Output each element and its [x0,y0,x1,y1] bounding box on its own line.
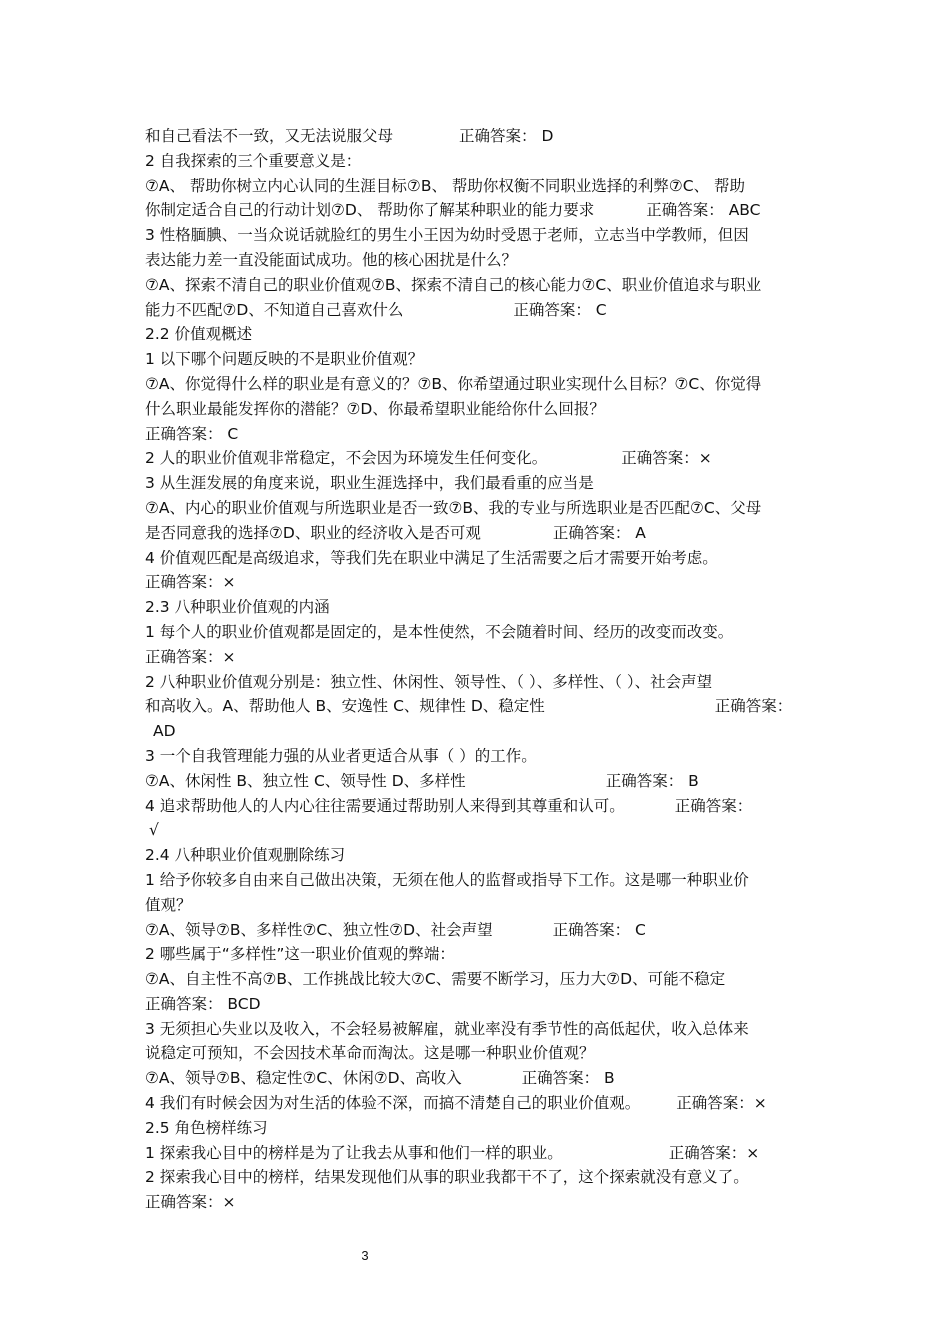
question-title: 2 哪些属于“多样性”这一职业价值观的弊端： [145,945,455,964]
options-line: ⑦A、你觉得什么样的职业是有意义的？⑦B、你希望通过职业实现什么目标？⑦C、你觉得 [145,374,762,393]
options-line: ⑦A、休闲性 B、独立性 C、领导性 D、多样性 正确答案： B [145,771,699,790]
question-title: 3 一个自我管理能力强的从业者更适合从事（ ）的工作。 [145,746,537,765]
answer-text: 正确答案： [674,796,753,815]
question-title: 2 探索我心目中的榜样，结果发现他们从事的职业我都干不了，这个探索就没有意义了。 [145,1168,749,1187]
answer-text: 正确答案： C [145,424,239,443]
answer-text: 正确答案： C [513,300,607,319]
answer-text: 正确答案：× [145,573,236,592]
answer-text: 正确答案： BCD [145,994,261,1013]
answer-text: 正确答案： [714,697,793,716]
answer-line [145,719,810,744]
answer-text: 正确答案：× [145,1193,236,1212]
options-line: 什么职业最能发挥你的潜能？⑦D、你最希望职业能给你什么回报？ [145,399,605,418]
answer-text: 正确答案：× [668,1143,760,1162]
question-title: 1 给予你较多自由来自己做出决策，无须在他人的监督或指导下工作。这是哪一种职业价 [145,870,749,889]
question-title: 表达能力差一直没能面试成功。他的核心困扰是什么？ [145,250,518,269]
section-heading: 2.3 八种职业价值观的内涵 [145,598,330,617]
question-title: 4 价值观匹配是高级追求，等我们先在职业中满足了生活需要之后才需要开始考虑。 [145,548,718,567]
options-line: ⑦A、领导⑦B、稳定性⑦C、休闲⑦D、高收入 正确答案： B [145,1069,615,1088]
answer-text: 正确答案：× [676,1094,767,1113]
question-title: 3 无须担心失业以及收入，不会轻易被解雇，就业率没有季节性的高低起伏，收入总体来 [145,1019,749,1038]
document-body [145,124,810,1215]
question-title: 2 人的职业价值观非常稳定，不会因为环境发生任何变化。 正确答案：× [145,449,712,468]
answer-text: AD [153,722,176,741]
question-title: 说稳定可预知，不会因技术革命而淘汰。这是哪一种职业价值观？ [145,1044,595,1063]
answer-line [145,1190,810,1215]
page-number: 3 [361,1248,369,1263]
answer-line [145,645,810,670]
question-title: 1 以下哪个问题反映的不是职业价值观？ [145,350,424,369]
answer-text: 正确答案：× [145,647,236,666]
question-title: 2 自我探索的三个重要意义是： [145,151,362,170]
answer-line [145,818,810,843]
answer-text: 正确答案： A [552,523,646,542]
answer-text: 正确答案： C [552,920,646,939]
question-title: 值观？ [145,895,192,914]
question-title: 1 每个人的职业价值观都是固定的，是本性使然，不会随着时间、经历的改变而改变。 [145,622,734,641]
question-text: 和自己看法不一致，又无法说服父母 [145,127,394,145]
answer-text: 正确答案： D [459,127,554,145]
text-line [145,124,810,149]
question-title: 4 我们有时候会因为对生活的体验不深，而搞不清楚自己的职业价值观。 正确答案：× [145,1094,767,1113]
answer-text: √ [149,821,159,840]
answer-text: 正确答案：× [621,449,712,468]
question-title: 2 八种职业价值观分别是：独立性、休闲性、领导性、（ ）、多样性、（ ）、社会声望 [145,672,713,691]
options-line: ⑦A、探索不清自己的职业价值观⑦B、探索不清自己的核心能力⑦C、职业价值追求与职业 [145,275,762,294]
answer-line [145,570,810,595]
options-line: 和高收入。A、帮助他人 B、安逸性 C、规律性 D、稳定性 正确答案： [145,697,793,716]
options-line: ⑦A、自主性不高⑦B、工作挑战比较大⑦C、需要不断学习，压力大⑦D、可能不稳定 [145,970,726,989]
options-line: ⑦A、领导⑦B、多样性⑦C、独立性⑦D、社会声望 正确答案： C [145,920,646,939]
options-line: ⑦A、 帮助你树立内心认同的生涯目标⑦B、 帮助你权衡不同职业选择的利弊⑦C、 帮助 [145,176,746,195]
section-heading: 2.5 角色榜样练习 [145,1118,268,1137]
question-title: 3 从生涯发展的角度来说，职业生涯选择中，我们最看重的应当是 [145,474,594,493]
options-line: 是否同意我的选择⑦D、职业的经济收入是否可观 正确答案： A [145,523,646,542]
question-title: 3 性格腼腆、一当众说话就脸红的男生小王因为幼时受恩于老师，立志当中学教师，但因 [145,226,749,245]
answer-text: 正确答案： B [605,771,699,790]
section-heading: 2.2 价值观概述 [145,325,253,344]
answer-text: 正确答案： B [521,1069,615,1088]
answer-line [145,422,810,447]
answer-line [145,992,810,1017]
answer-text: 正确答案： ABC [646,201,761,220]
question-title: 4 追求帮助他人的人内心往往需要通过帮助别人来得到其尊重和认可。 正确答案： [145,796,753,815]
options-line: 你制定适合自己的行动计划⑦D、 帮助你了解某种职业的能力要求 正确答案： ABC [145,201,761,220]
options-line: ⑦A、内心的职业价值观与所选职业是否一致⑦B、我的专业与所选职业是否匹配⑦C、父母 [145,498,762,517]
section-heading: 2.4 八种职业价值观删除练习 [145,846,346,865]
question-title: 1 探索我心目中的榜样是为了让我去从事和他们一样的职业。 正确答案：× [145,1143,760,1162]
options-line: 能力不匹配⑦D、不知道自己喜欢什么 正确答案： C [145,300,607,319]
